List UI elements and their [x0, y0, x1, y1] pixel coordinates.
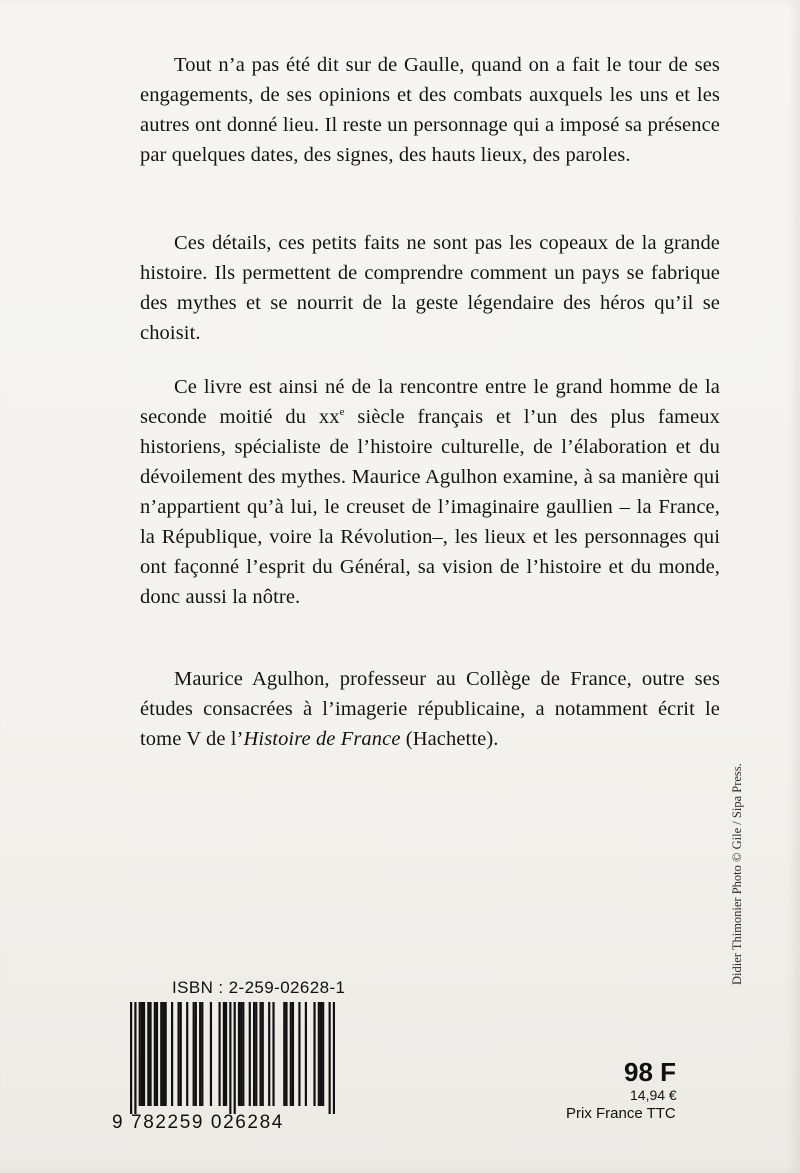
blurb-paragraph-3 — [140, 372, 720, 612]
barcode-bar — [234, 1002, 236, 1114]
barcode-bar — [253, 1002, 255, 1106]
blurb-text-3b: siècle français et l’un des plus fameux historiens, spécialiste de l’histoire culturelle, de l’élaboration et du dévoilement des mythes. Maurice Agulhon examine, à sa manière qui n’appartient qu’à lui, le creuset de l’imaginaire gaullien – la France, la République, voire la Révolution–, les lieux et les personnages qui ont façonné l’esprit du Général, sa vision de l’histoire et du monde, donc aussi la nôtre. — [140, 406, 720, 608]
barcode-bar — [199, 1002, 201, 1106]
blurb-paragraph-2 — [140, 228, 720, 348]
barcode-bar — [329, 1002, 331, 1114]
blurb-text-2: Ces détails, ces petits faits ne sont pas les copeaux de la grande histoire. Ils permettent de comprendre comment un pays se fabrique des mythes et se nourrit de la geste légendaire des héros qu’il se choisit. — [140, 232, 720, 344]
author-bio — [140, 664, 720, 754]
barcode-bar — [156, 1002, 158, 1106]
barcode-bar — [134, 1002, 136, 1114]
barcode-bar — [193, 1002, 195, 1106]
barcode-bar — [333, 1002, 335, 1114]
barcode-bar — [283, 1002, 285, 1106]
barcode-bar — [313, 1002, 315, 1106]
price-euros: 14,94 € — [630, 1087, 677, 1103]
barcode-bar — [290, 1002, 292, 1106]
barcode-bar — [143, 1002, 145, 1106]
barcode-bar — [318, 1002, 320, 1106]
barcode-bar — [249, 1002, 251, 1106]
barcode-bar — [130, 1002, 132, 1114]
barcode-bar — [285, 1002, 287, 1106]
price-block — [560, 1058, 720, 1124]
barcode-bar — [162, 1002, 164, 1106]
barcode-bar — [154, 1002, 156, 1106]
barcode-bar — [320, 1002, 322, 1106]
barcode-bar — [218, 1002, 220, 1106]
barcode-bar — [201, 1002, 203, 1106]
barcode-bar — [139, 1002, 141, 1106]
barcode-bar — [141, 1002, 143, 1106]
barcode-bar — [238, 1002, 240, 1106]
barcode-bar — [240, 1002, 242, 1106]
barcode-bar — [268, 1002, 270, 1106]
blurb-text-3a: Ce livre est ainsi né de la rencontre entre le grand homme de la seconde moitié du — [140, 376, 720, 428]
barcode-bar — [171, 1002, 173, 1106]
barcode-bar — [242, 1002, 244, 1106]
barcode-bar — [177, 1002, 179, 1106]
barcode-bar — [180, 1002, 182, 1106]
century-suffix: e — [339, 406, 345, 419]
price-note: Prix France TTC — [566, 1105, 676, 1122]
barcode-bar — [149, 1002, 151, 1106]
barcode-bar — [322, 1002, 324, 1106]
barcode-bar — [292, 1002, 294, 1106]
barcode-bar — [272, 1002, 274, 1106]
blurb-paragraph-1 — [140, 50, 720, 170]
barcode-bar — [305, 1002, 307, 1106]
author-bio-publisher: (Hachette). — [400, 728, 499, 750]
barcode-bar — [229, 1002, 231, 1114]
barcode-bar — [186, 1002, 188, 1106]
barcode-bar — [210, 1002, 212, 1106]
blurb-text-1: Tout n’a pas été dit sur de Gaulle, quand on a fait le tour de ses engagements, de ses opinions et des combats auxquels les uns et les autres ont donné lieu. Il reste un personnage qui a imposé sa présence par quelques dates, des signes, des hauts lieux, des paroles. — [140, 54, 720, 166]
barcode-bar — [255, 1002, 257, 1106]
barcode-bar — [160, 1002, 162, 1106]
author-bio-text: Maurice Agulhon, professeur au Collège de France, outre ses études consacrées à l’imagerie républicaine, a notamment écrit le tome V de l’ — [140, 668, 720, 750]
isbn-label: ISBN : 2-259-02628-1 — [172, 978, 346, 997]
barcode-graphic — [130, 1002, 335, 1114]
price-francs: 98 F — [624, 1057, 677, 1087]
barcode-bar — [147, 1002, 149, 1106]
barcode-bar — [165, 1002, 167, 1106]
barcode-bar — [223, 1002, 225, 1106]
barcode-bar — [259, 1002, 261, 1106]
century-roman: xx — [318, 406, 340, 428]
barcode-bar — [195, 1002, 197, 1106]
book-series-title: Histoire de France — [243, 728, 401, 750]
barcode-bar — [298, 1002, 300, 1106]
barcode-digits: 9 782259 026284 — [112, 1112, 284, 1133]
photo-credit: Didier Thimonier Photo © Gile / Sipa Press. — [730, 763, 744, 985]
barcode-bar — [225, 1002, 227, 1106]
barcode-bar — [262, 1002, 264, 1106]
